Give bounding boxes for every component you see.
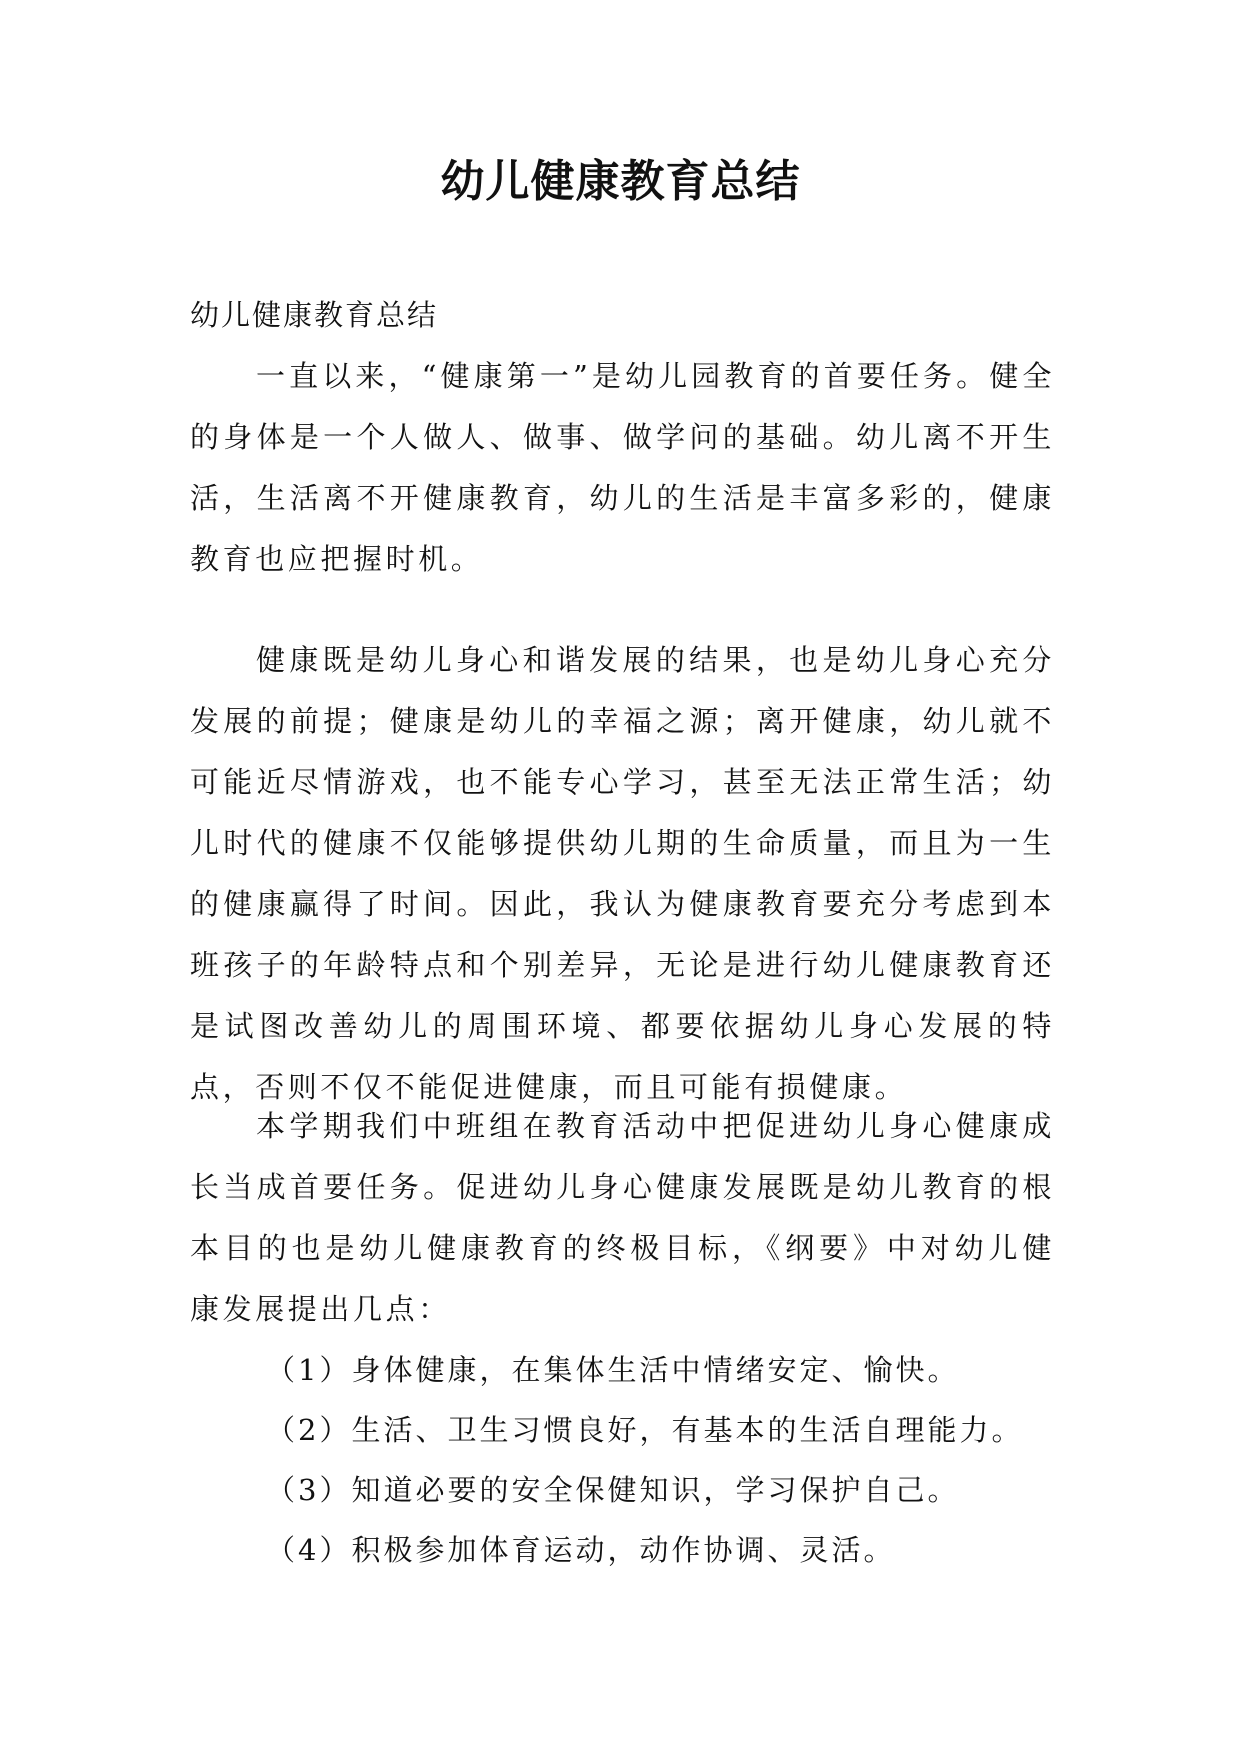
list-item-text: 知道必要的安全保健知识，学习保护自己。 [351, 1473, 960, 1507]
document-subtitle: 幼儿健康教育总结 [190, 298, 439, 332]
list-item-number: （1） [266, 1353, 352, 1387]
health-goals-list [266, 1340, 1126, 1580]
list-item-number: （3） [266, 1473, 352, 1507]
list-item-number: （2） [266, 1413, 352, 1447]
list-item [266, 1460, 1126, 1520]
list-item-number: （4） [266, 1533, 352, 1567]
list-item [266, 1340, 1126, 1400]
document-title: 幼儿健康教育总结 [440, 156, 801, 207]
list-item-text: 生活、卫生习惯良好，有基本的生活自理能力。 [351, 1413, 1024, 1447]
list-item-text: 身体健康，在集体生活中情绪安定、愉快。 [351, 1353, 960, 1387]
list-item [266, 1400, 1126, 1460]
paragraph-2: 健康既是幼儿身心和谐发展的结果，也是幼儿身心充分发展的前提；健康是幼儿的幸福之源；离开健康，幼儿就不可能近尽情游戏，也不能专心学习，甚至无法正常生活；幼儿时代的健康不仅能够提供幼儿期的生命质量，而且为一生的健康赢得了时间。因此，我认为健康教育要充分考虑到本班孩子的年龄特点和个别差异，无论是进行幼儿健康教育还是试图改善幼儿的周围环境、都要依据幼儿身心发展的特点，否则不仅不能促进健康，而且可能有损健康。 [190, 643, 1055, 1104]
list-item-text: 积极参加体育运动，动作协调、灵活。 [351, 1533, 896, 1567]
list-item [266, 1520, 1126, 1580]
paragraph-1: 一直以来，“健康第一”是幼儿园教育的首要任务。健全的身体是一个人做人、做事、做学问的基础。幼儿离不开生活，生活离不开健康教育，幼儿的生活是丰富多彩的，健康教育也应把握时机。 [190, 359, 1055, 576]
paragraph-3: 本学期我们中班组在教育活动中把促进幼儿身心健康成长当成首要任务。促进幼儿身心健康发展既是幼儿教育的根本目的也是幼儿健康教育的终极目标，《纲要》中对幼儿健康发展提出几点： [190, 1109, 1055, 1326]
